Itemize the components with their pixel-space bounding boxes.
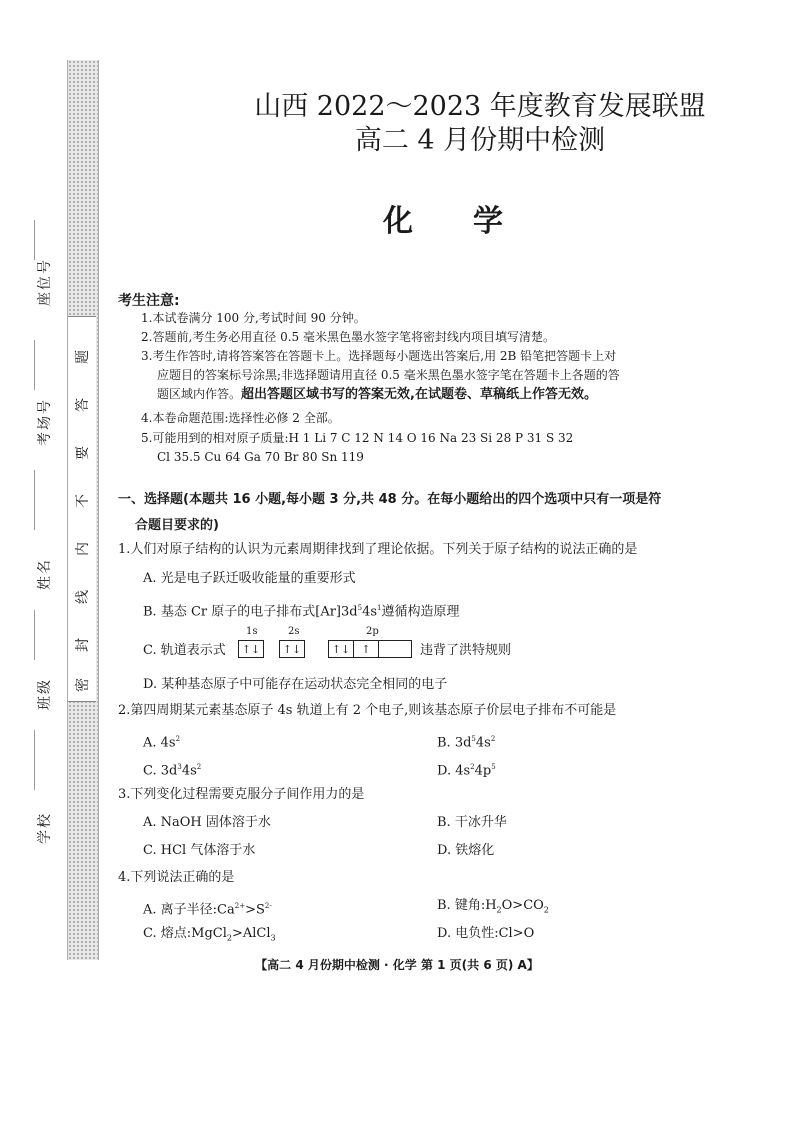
seal-char: 答 — [75, 398, 91, 412]
q4-option-d: D. 电负性:Cl>O — [437, 926, 535, 941]
q4-b-text: B. 键角:H — [437, 898, 497, 913]
q1-option-b — [143, 599, 460, 621]
notice-item-text: 题区域内作答。 — [157, 387, 242, 401]
seat-number-label: 座位号 — [37, 258, 53, 306]
orbital-box: ↑↓ — [238, 640, 264, 658]
q4-c-sub: 2 — [226, 933, 232, 943]
seal-line-box — [68, 316, 96, 702]
exam-title-line2: 高二 4 月份期中检测 — [354, 125, 606, 156]
q3-stem: 3.下列变化过程需要克服分子间作用力的是 — [118, 787, 365, 802]
notice-item-line3 — [157, 386, 597, 403]
school-line — [34, 730, 35, 790]
q1-b-prefix: B. 基态 Cr 原子的电子排布式[Ar]3d — [143, 604, 358, 620]
orbital-box — [378, 640, 412, 658]
q1-b-sup1: 5 — [357, 604, 363, 612]
notice-item: 应题目的答案标号涂黑;非选择题请用直径 0.5 毫米黑色墨水签字笔在答题卡上各题的答 — [157, 368, 620, 382]
q1-option-c-suffix: 违背了洪特规则 — [420, 643, 512, 658]
q4-a-text: A. 离子半径:Ca — [143, 902, 235, 918]
q2-a-sup: 2 — [175, 735, 181, 743]
name-line — [34, 470, 35, 530]
q2-b-text: B. 3d — [437, 735, 472, 751]
q4-a-sup: 2- — [264, 902, 272, 910]
page-footer: 【高二 4 月份期中检测 · 化学 第 1 页(共 6 页) A】 — [255, 958, 539, 972]
q2-stem: 2.第四周期某元素基态原子 4s 轨道上有 2 个电子,则该基态原子价层电子排布不可能是 — [118, 703, 617, 718]
notice-title: 考生注意: — [118, 293, 180, 309]
q4-c-text: C. 熔点:MgCl — [143, 926, 227, 941]
notice-item: 5.可能用到的相对原子质量:H 1 Li 7 C 12 N 14 O 16 Na 23 Si 28 P 31 S 32 — [141, 431, 574, 445]
exam-room-label: 考场号 — [37, 398, 53, 446]
subject-title: 化学 — [383, 204, 563, 239]
q3-option-c: C. HCl 气体溶于水 — [143, 843, 256, 858]
q1-option-d: D. 某种基态原子中可能存在运动状态完全相同的电子 — [143, 677, 448, 692]
q4-option-a — [143, 897, 272, 919]
orbital-2p — [328, 640, 411, 658]
q4-b-text: O>CO — [501, 898, 544, 913]
q4-option-b — [437, 897, 549, 920]
q4-a-text: >S — [245, 902, 265, 918]
orbital-1s — [238, 640, 263, 658]
q2-option-b — [437, 730, 495, 752]
orbital-label-2s: 2s — [288, 626, 300, 637]
notice-item: 2.答题前,考生务必用直径 0.5 毫米黑色墨水签字笔将密封线内项目填写清楚。 — [141, 330, 555, 344]
notice-item: Cl 35.5 Cu 64 Ga 70 Br 80 Sn 119 — [157, 450, 364, 464]
q4-c-sub: 3 — [270, 933, 276, 943]
q2-c-text: C. 3d — [143, 763, 178, 779]
notice-item: 1.本试卷满分 100 分,考试时间 90 分钟。 — [141, 311, 366, 325]
q3-option-b: B. 干冰升华 — [437, 815, 507, 830]
orbital-label-2p: 2p — [366, 626, 379, 637]
q1-stem: 1.人们对原子结构的认识为元素周期律找到了理论依据。下列关于原子结构的说法正确的是 — [118, 542, 638, 557]
notice-warning: 超出答题区域书写的答案无效,在试题卷、草稿纸上作答无效。 — [241, 387, 597, 402]
orbital-box: ↑↓ — [279, 640, 305, 658]
q2-b-sup: 2 — [490, 735, 496, 743]
q3-option-d: D. 铁熔化 — [437, 843, 495, 858]
seat-number-line — [34, 220, 35, 260]
q1-b-mid: 4s — [362, 604, 378, 620]
q4-b-sub: 2 — [496, 905, 502, 915]
q2-d-text: 4p — [474, 763, 492, 779]
q4-a-sup: 2+ — [234, 902, 246, 910]
q2-c-sup: 2 — [196, 763, 202, 771]
class-label: 班级 — [37, 678, 53, 710]
q2-d-sup: 2 — [470, 763, 475, 771]
q1-option-a: A. 光是电子跃迁吸收能量的重要形式 — [143, 571, 356, 586]
exam-room-line — [34, 340, 35, 390]
orbital-box: ↑↓ — [328, 640, 354, 658]
notice-item: 4.本卷命题范围:选择性必修 2 全部。 — [141, 411, 340, 425]
seal-char: 密 — [75, 678, 91, 692]
notice-item: 3.考生作答时,请将答案答在答题卡上。选择题每小题选出答案后,用 2B 铅笔把答题卡上对 — [141, 349, 617, 363]
section-title: 一、选择题(本题共 16 小题,每小题 3 分,共 48 分。在每小题给出的四个选项中只有一项是符 — [118, 492, 662, 507]
seal-char: 内 — [75, 542, 91, 556]
q2-c-sup: 3 — [177, 763, 182, 771]
q1-b-sup2: 1 — [377, 604, 382, 612]
school-label: 学校 — [37, 812, 53, 844]
q2-option-a — [143, 730, 180, 752]
orbital-2s — [279, 640, 304, 658]
q2-d-sup: 5 — [491, 763, 496, 771]
q2-option-d — [437, 758, 496, 780]
q2-b-sup: 5 — [471, 735, 476, 743]
q4-stem: 4.下列说法正确的是 — [118, 870, 235, 885]
q2-a-text: A. 4s — [143, 735, 176, 751]
name-label: 姓名 — [37, 558, 53, 590]
q2-option-c — [143, 758, 201, 780]
q2-c-text: 4s — [181, 763, 197, 779]
q2-d-text: D. 4s — [437, 763, 471, 779]
seal-char: 要 — [75, 446, 91, 460]
orbital-box: ↑ — [353, 640, 379, 658]
q4-option-c — [143, 925, 276, 948]
q1-option-c-prefix: C. 轨道表示式 — [143, 643, 226, 658]
q4-b-sub: 2 — [543, 905, 549, 915]
q4-c-text: >AlCl — [231, 926, 271, 941]
q1-b-suffix: 遵循构造原理 — [381, 604, 460, 620]
seal-char: 封 — [75, 638, 91, 652]
q2-b-text: 4s — [475, 735, 491, 751]
seal-char: 题 — [75, 350, 91, 364]
class-line — [34, 610, 35, 660]
seal-char: 不 — [75, 494, 91, 508]
section-title-cont: 合题目要求的) — [135, 518, 219, 533]
exam-title-line1: 山西 2022～2023 年度教育发展联盟 — [254, 91, 706, 122]
seal-char: 线 — [75, 590, 91, 604]
orbital-label-1s: 1s — [246, 626, 258, 637]
q3-option-a: A. NaOH 固体溶于水 — [143, 815, 271, 830]
